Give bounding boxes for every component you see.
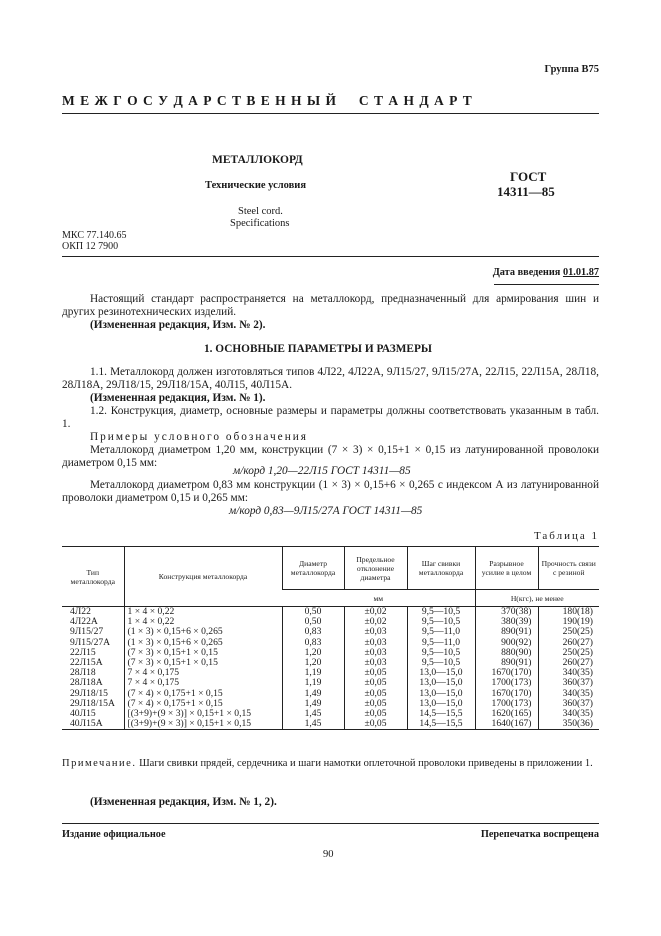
cell-deviation: ±0,05 xyxy=(344,689,407,699)
scope-amendment: (Измененная редакция, Изм. № 2). xyxy=(90,319,266,331)
cell-pitch: 14,5—15,5 xyxy=(407,719,475,730)
cell-breaking-force: 900(92) xyxy=(475,638,538,648)
cell-type: 40Л15А xyxy=(62,719,124,730)
cell-breaking-force: 370(38) xyxy=(475,607,538,618)
cell-type: 40Л15 xyxy=(70,708,96,720)
english-title-line-2: Specifications xyxy=(230,218,290,229)
cell-rubber-bond: 180(18) xyxy=(538,607,599,618)
standard-banner: М Е Ж Г О С У Д А Р С Т В Е Н Н Ы Й С Т А Н Д А Р Т xyxy=(62,93,473,108)
cell-construction: (1 × 3) × 0,15+6 × 0,265 xyxy=(124,627,282,637)
cell-breaking-force: 1670(170) xyxy=(475,689,538,699)
cell-construction: (1 × 3) × 0,15+6 × 0,265 xyxy=(124,638,282,648)
cell-pitch: 13,0—15,0 xyxy=(407,668,475,678)
clause-1-1-amendment: (Измененная редакция, Изм. № 1). xyxy=(90,392,266,404)
cell-rubber-bond: 350(36) xyxy=(538,719,599,730)
header-rubber-bond: Прочность связи с резиной xyxy=(538,547,599,590)
cell-diameter: 0,83 xyxy=(282,627,344,637)
cell-diameter: 1,19 xyxy=(282,668,344,678)
cell-deviation: ±0,03 xyxy=(344,627,407,637)
cell-breaking-force: 1620(165) xyxy=(475,709,538,719)
unit-mm: мм xyxy=(282,590,475,607)
group-code: Группа В75 xyxy=(544,64,599,75)
parameters-table xyxy=(62,546,599,730)
cell-deviation: ±0,03 xyxy=(344,658,407,668)
cell-type: 29Л18/15А xyxy=(70,697,115,709)
introduction-date-label: Дата введения xyxy=(492,267,561,278)
cell-rubber-bond: 260(27) xyxy=(538,658,599,668)
document-subtitle: Технические условия xyxy=(205,180,307,191)
cell-deviation: ±0,05 xyxy=(344,709,407,719)
cell-rubber-bond: 360(37) xyxy=(538,678,599,688)
cell-breaking-force: 1700(173) xyxy=(475,678,538,688)
gost-label: ГОСТ xyxy=(510,169,547,184)
gost-number: 14311—85 xyxy=(497,184,555,199)
cell-rubber-bond: 250(25) xyxy=(538,627,599,637)
cell-diameter: 0,50 xyxy=(282,617,344,627)
cell-diameter: 1,19 xyxy=(282,678,344,688)
cell-pitch: 13,0—15,0 xyxy=(407,689,475,699)
cell-deviation: ±0,05 xyxy=(344,668,407,678)
cell-breaking-force: 1640(167) xyxy=(475,719,538,730)
cell-rubber-bond: 250(25) xyxy=(538,648,599,658)
clause-1-2: 1.2. Конструкция, диаметр, основные размеры и параметры должны соответствовать указанным в табл. 1. xyxy=(62,405,599,431)
cell-construction: 7 × 4 × 0,175 xyxy=(124,678,282,688)
cell-type: 28Л18 xyxy=(70,667,96,679)
cell-pitch: 9,5—10,5 xyxy=(407,648,475,658)
cell-deviation: ±0,05 xyxy=(344,699,407,709)
cell-construction: [(3+9)+(9 × 3)] × 0,15+1 × 0,15 xyxy=(124,719,282,730)
footer-divider xyxy=(62,823,599,824)
cell-rubber-bond: 190(19) xyxy=(538,617,599,627)
cell-breaking-force: 890(91) xyxy=(475,627,538,637)
table-row xyxy=(62,719,599,730)
table-caption: Таблица 1 xyxy=(533,530,599,542)
header-deviation: Предельное отклонение диаметра xyxy=(344,547,407,590)
footer-edition: Издание официальное xyxy=(62,829,166,840)
cell-rubber-bond: 260(27) xyxy=(538,638,599,648)
cell-construction: 7 × 4 × 0,175 xyxy=(124,668,282,678)
cell-breaking-force: 380(39) xyxy=(475,617,538,627)
cell-diameter: 1,45 xyxy=(282,709,344,719)
cell-construction: 1 × 4 × 0,22 xyxy=(124,607,282,618)
cell-construction: (7 × 4) × 0,175+1 × 0,15 xyxy=(124,699,282,709)
unit-force: Н(кгс), не менее xyxy=(475,590,599,607)
header-diameter: Диаметр металлокорда xyxy=(282,547,344,590)
cell-breaking-force: 1670(170) xyxy=(475,668,538,678)
date-underline xyxy=(494,284,599,285)
cell-construction: (7 × 3) × 0,15+1 × 0,15 xyxy=(124,658,282,668)
note-text: Шаги свивки прядей, сердечника и шаги намотки оплеточной проволоки приведены в приложении 1. xyxy=(139,758,593,769)
cell-type: 4Л22А xyxy=(70,616,98,628)
cell-type: 22Л15 xyxy=(70,646,96,658)
cell-construction: [(3+9)+(9 × 3)] × 0,15+1 × 0,15 xyxy=(124,709,282,719)
scope-paragraph: Настоящий стандарт распространяется на металлокорд, предназначенный для армирования шин и других резинотехнических изделий. xyxy=(62,293,599,319)
cell-pitch: 13,0—15,0 xyxy=(407,678,475,688)
cell-pitch: 9,5—10,5 xyxy=(407,607,475,618)
note-amendment: (Измененная редакция, Изм. № 1, 2). xyxy=(90,796,277,808)
cell-diameter: 0,50 xyxy=(282,607,344,618)
cell-breaking-force: 890(91) xyxy=(475,658,538,668)
cell-diameter: 1,49 xyxy=(282,689,344,699)
header-type: Тип металлокорда xyxy=(62,547,124,607)
mks-code: МКС 77.140.65 xyxy=(62,230,127,241)
cell-type: 29Л18/15 xyxy=(70,687,108,699)
cell-pitch: 9,5—10,5 xyxy=(407,658,475,668)
cell-rubber-bond: 340(35) xyxy=(538,709,599,719)
example-2-designation: м/корд 0,83—9Л15/27А ГОСТ 14311—85 xyxy=(229,505,423,517)
cell-diameter: 1,45 xyxy=(282,719,344,730)
cell-construction: 1 × 4 × 0,22 xyxy=(124,617,282,627)
cell-deviation: ±0,02 xyxy=(344,607,407,618)
cell-type: 9Л15/27А xyxy=(70,636,111,648)
note-label: Примечание. xyxy=(62,758,137,769)
example-1-designation: м/корд 1,20—22Л15 ГОСТ 14311—85 xyxy=(233,465,411,477)
cell-deviation: ±0,03 xyxy=(344,648,407,658)
cell-deviation: ±0,02 xyxy=(344,617,407,627)
cell-diameter: 1,20 xyxy=(282,648,344,658)
cell-pitch: 13,0—15,0 xyxy=(407,699,475,709)
cell-rubber-bond: 340(35) xyxy=(538,689,599,699)
page-number: 90 xyxy=(323,849,334,860)
header-divider xyxy=(62,256,599,257)
header-construction: Конструкция металлокорда xyxy=(124,547,282,607)
cell-construction: (7 × 3) × 0,15+1 × 0,15 xyxy=(124,648,282,658)
header-breaking-force: Разрывное усилие в целом xyxy=(475,547,538,590)
document-title: МЕТАЛЛОКОРД xyxy=(212,154,303,166)
cell-type: 28Л18А xyxy=(70,677,103,689)
cell-diameter: 1,49 xyxy=(282,699,344,709)
cell-pitch: 9,5—11,0 xyxy=(407,638,475,648)
english-title-line-1: Steel cord. xyxy=(238,206,283,217)
section-heading: 1. ОСНОВНЫЕ ПАРАМЕТРЫ И РАЗМЕРЫ xyxy=(204,343,432,355)
cell-rubber-bond: 340(35) xyxy=(538,668,599,678)
example-2-text: Металлокорд диаметром 0,83 мм конструкции (1 × 3) × 0,15+6 × 0,265 с индексом А из латунированной проволоки диаметром 0,15 и 0,265 мм: xyxy=(62,479,599,505)
cell-deviation: ±0,05 xyxy=(344,719,407,730)
table-header-row xyxy=(62,547,599,590)
table-note xyxy=(62,757,599,770)
cell-rubber-bond: 360(37) xyxy=(538,699,599,709)
cell-pitch: 14,5—15,5 xyxy=(407,709,475,719)
cell-deviation: ±0,03 xyxy=(344,638,407,648)
cell-pitch: 9,5—11,0 xyxy=(407,627,475,637)
banner-divider xyxy=(62,113,599,114)
introduction-date-value: 01.01.87 xyxy=(562,267,599,278)
okp-code: ОКП 12 7900 xyxy=(62,241,119,252)
cell-type: 4Л22 xyxy=(70,606,91,617)
header-pitch: Шаг свивки металлокорда xyxy=(407,547,475,590)
cell-deviation: ±0,05 xyxy=(344,678,407,688)
cell-breaking-force: 1700(173) xyxy=(475,699,538,709)
cell-type: 22Л15А xyxy=(70,657,103,669)
cell-breaking-force: 880(90) xyxy=(475,648,538,658)
examples-heading: Примеры условного обозначения xyxy=(90,431,308,443)
clause-1-1: 1.1. Металлокорд должен изготовляться типов 4Л22, 4Л22А, 9Л15/27, 9Л15/27А, 22Л15, 22Л15А, 28Л18, 28Л18А, 29Л18/15, 29Л18/15А, 40Л15, 40Л15А. xyxy=(62,366,599,392)
cell-diameter: 1,20 xyxy=(282,658,344,668)
cell-diameter: 0,83 xyxy=(282,638,344,648)
introduction-date xyxy=(493,267,599,278)
cell-pitch: 9,5—10,5 xyxy=(407,617,475,627)
cell-construction: (7 × 4) × 0,175+1 × 0,15 xyxy=(124,689,282,699)
footer-reprint: Перепечатка воспрещена xyxy=(480,829,599,840)
example-1-text: Металлокорд диаметром 1,20 мм, конструкции (7 × 3) × 0,15+1 × 0,15 из латунированной проволоки диаметром 0,15 мм: xyxy=(62,444,599,470)
cell-type: 9Л15/27 xyxy=(70,626,104,638)
